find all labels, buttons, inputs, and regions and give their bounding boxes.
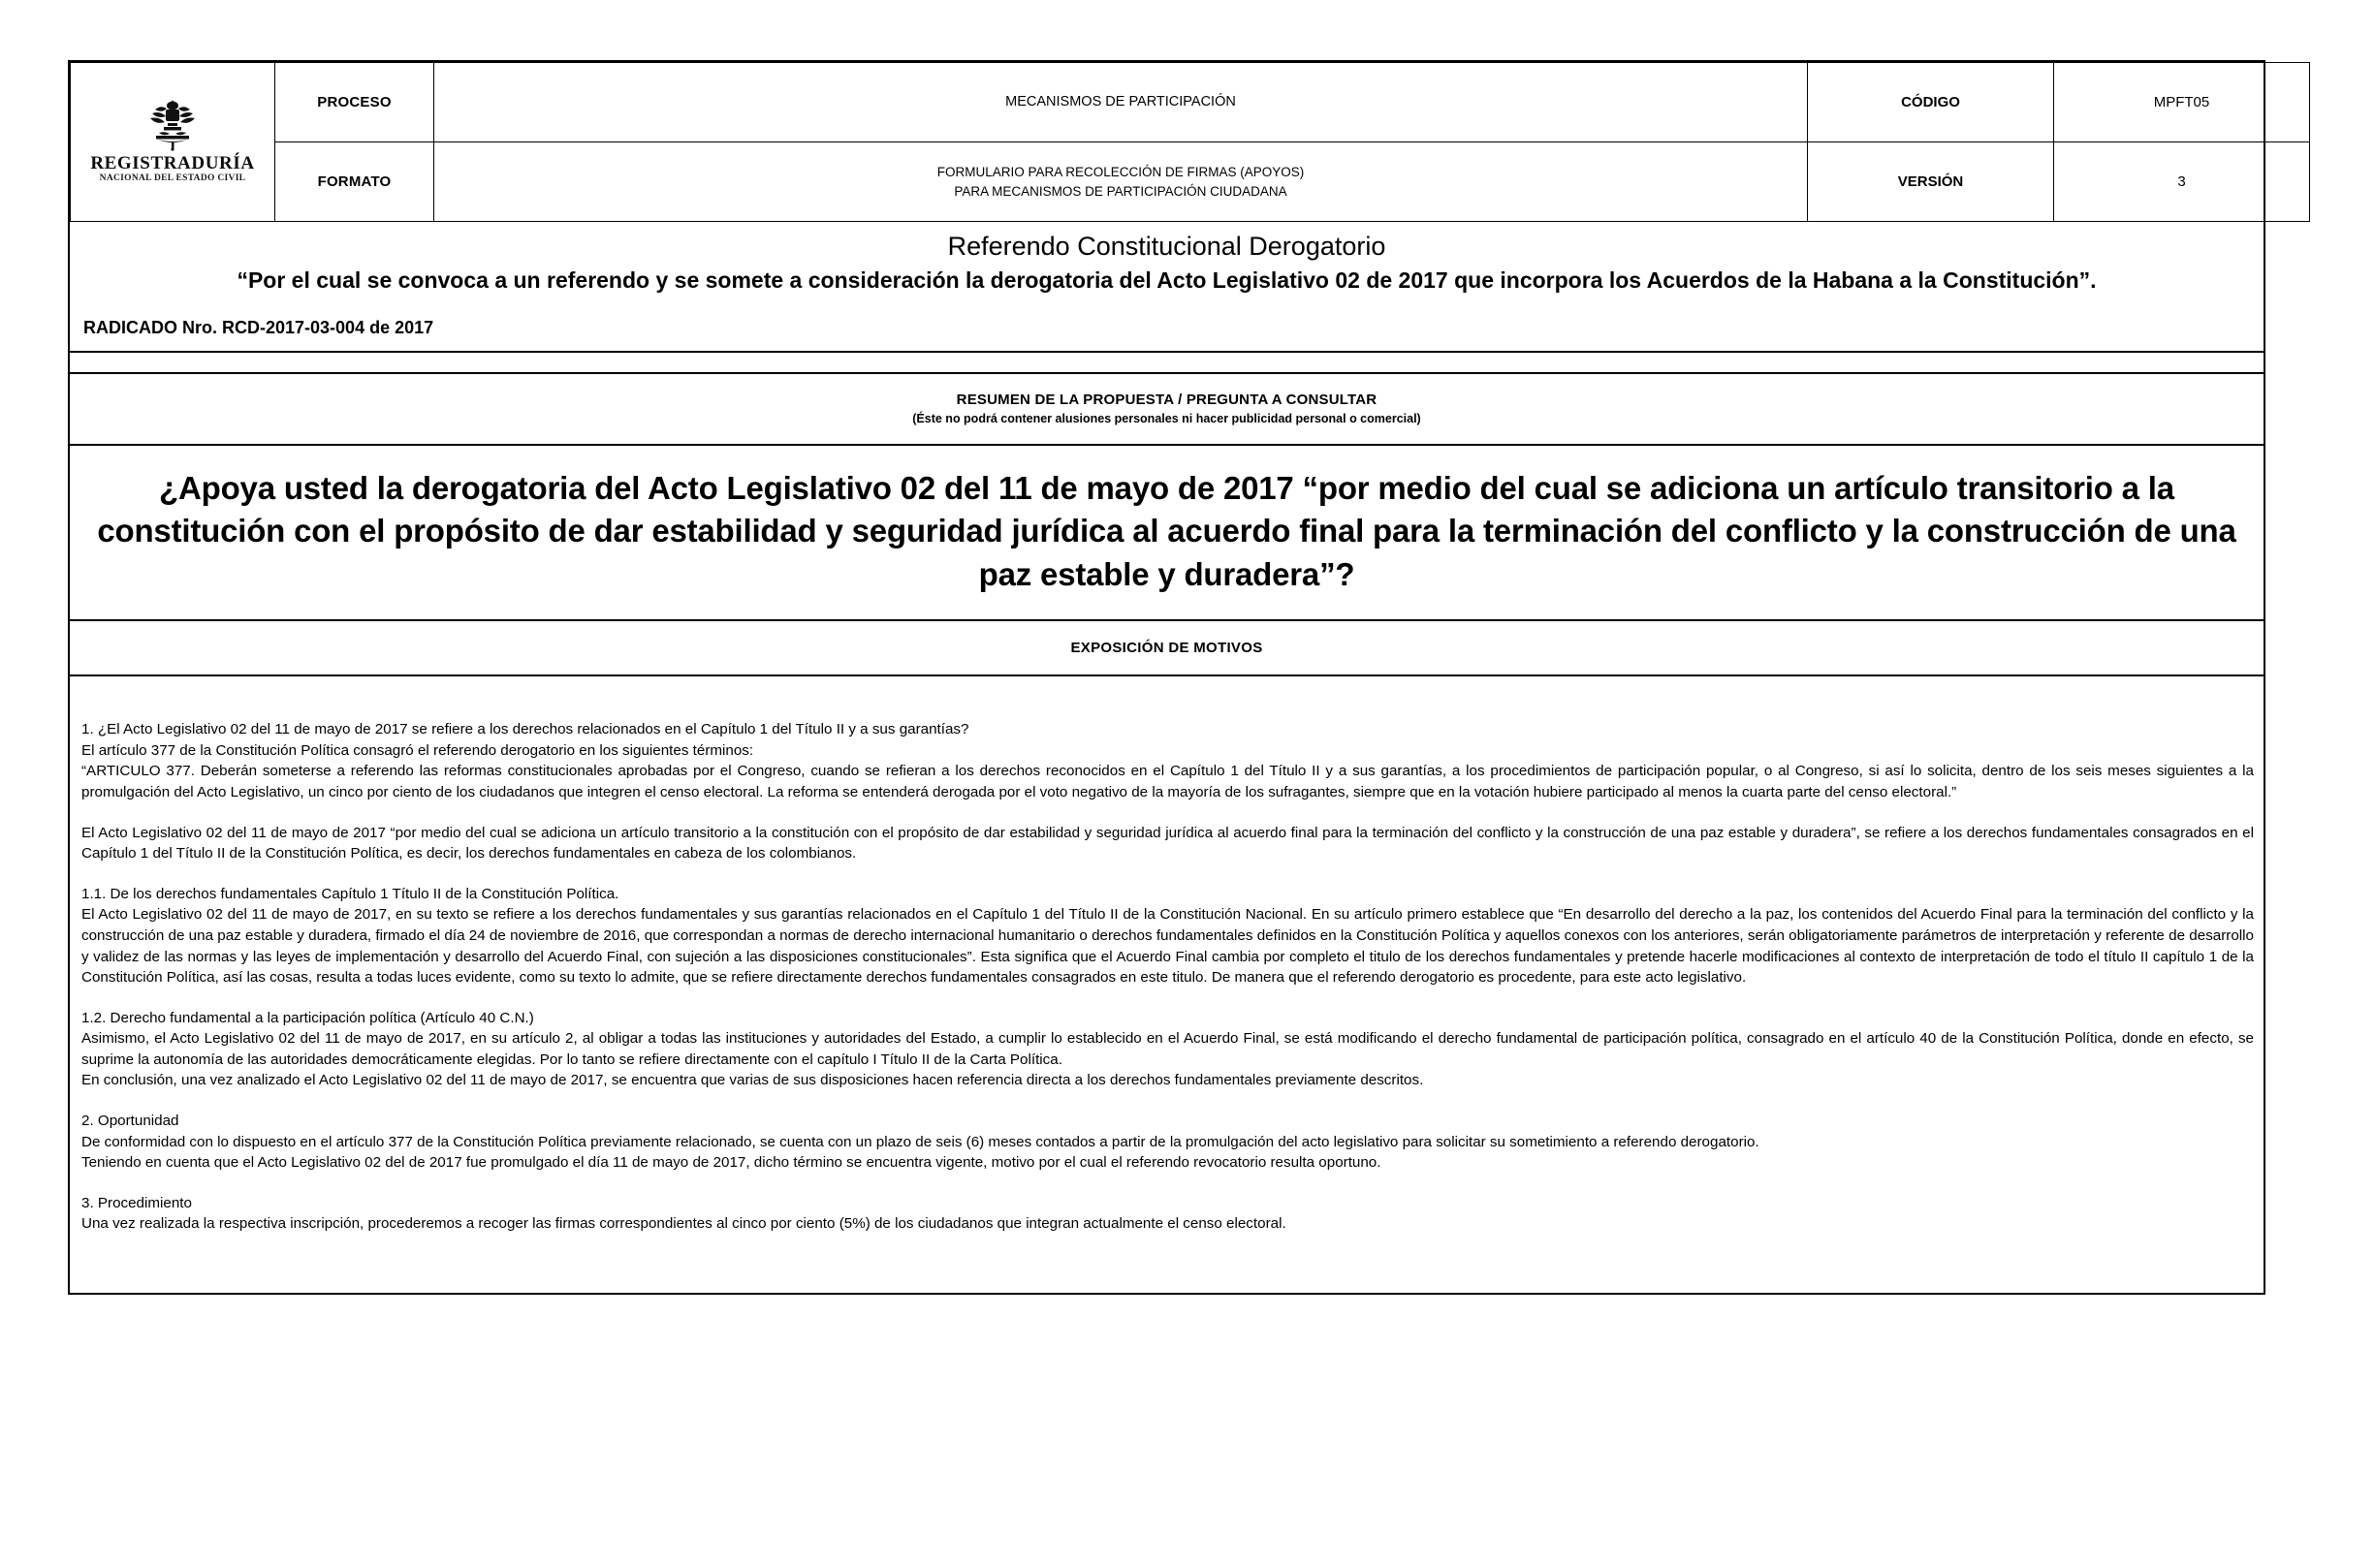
logo-name-sub: NACIONAL DEL ESTADO CIVIL (99, 173, 246, 184)
colombia-coat-of-arms-icon (142, 97, 203, 153)
paragraph: 1. ¿El Acto Legislativo 02 del 11 de mayo de 2017 se refiere a los derechos relacionados en el Capítulo 1 del Título II y a sus garantías? (81, 721, 969, 738)
exposicion-header-band (70, 621, 2264, 676)
document-title-primary: Referendo Constitucional Derogatorio (947, 232, 1386, 261)
proceso-label: PROCESO (275, 63, 434, 142)
paragraph: Teniendo en cuenta que el Acto Legislativo 02 del de 2017 fue promulgado el día 11 de mayo de 2017, dicho término se encuentra vigente, motivo por el cual el referendo revocatorio resulta oportuno. (81, 1154, 1381, 1172)
resumen-header-band (70, 374, 2264, 446)
resumen-note: (Éste no podrá contener alusiones personales ni hacer publicidad personal o comercial) (912, 411, 1421, 425)
paragraph: De conformidad con lo dispuesto en el artículo 377 de la Constitución Política previamente relacionado, se cuenta con un plazo de seis (6) meses contados a partir de la promulgación del acto legislativo para solicitar su sometimiento a referendo derogatorio. (81, 1133, 1759, 1150)
document-title-band (70, 222, 2264, 306)
radicado-number: RADICADO Nro. RCD-2017-03-004 de 2017 (70, 306, 2264, 353)
paragraph-heading: 1.1. De los derechos fundamentales Capítulo 1 Título II de la Constitución Política. (81, 885, 619, 902)
table-row (71, 63, 2310, 142)
version-value: 3 (2054, 142, 2310, 222)
paragraph: Una vez realizada la respectiva inscripción, procederemos a recoger las firmas correspondientes al cinco por ciento (5%) de los ciudadanos que integran actualmente el censo electoral. (81, 1215, 1286, 1233)
consultation-question-text: ¿Apoya usted la derogatoria del Acto Legislativo 02 del 11 de mayo de 2017 “por medio del cual se adiciona un artículo transitorio a la constitución con el propósito de dar estabilidad y seguridad jurídica al acuerdo final para la terminación del conflicto y la construcción de una paz estable y duradera”? (97, 469, 2236, 592)
registraduria-logo-cell (71, 63, 275, 222)
version-label: VERSIÓN (1808, 142, 2054, 222)
consultation-question-band (70, 446, 2264, 622)
formato-value (434, 142, 1808, 222)
formato-value-line-1: FORMULARIO PARA RECOLECCIÓN DE FIRMAS (APOYOS) (936, 164, 1305, 179)
spacer-strip (70, 353, 2264, 374)
formato-label: FORMATO (275, 142, 434, 222)
paragraph-heading: 2. Oportunidad (81, 1112, 179, 1129)
table-row (71, 142, 2310, 222)
paragraph: En conclusión, una vez analizado el Acto Legislativo 02 del 11 de mayo de 2017, se encuentra que varias de sus disposiciones hacen referencia directa a los derechos fundamentales previamente descritos. (81, 1072, 1424, 1089)
paragraph: Asimismo, el Acto Legislativo 02 del 11 de mayo de 2017, en su artículo 2, al obligar a todas las instituciones y autoridades del Estado, a cumplir lo establecido en el Acuerdo Final, se está modificando el derecho fundamental de participación política, consagrado en el artículo 40 de la Constitución Política, donde en efecto, se suprime la autonomía de las autoridades democráticamente elegidas. Por lo tanto se refiere directamente con el capítulo I Título II de la Carta Política. (81, 1030, 2254, 1068)
paragraph: El Acto Legislativo 02 del 11 de mayo de 2017, en su texto se refiere a los derechos fundamentales y sus garantías relacionados en el Capítulo 1 del Título II de la Constitución Nacional. En su artículo primero establece que “En desarrollo del derecho a la paz, los contenidos del Acuerdo Final para la terminación del conflicto y la construcción de una paz estable y duradera, firmado el día 24 de noviembre de 2016, que correspondan a normas de derecho internacional humanitario o derechos fundamentales definidos en la Constitución Política y aquellos conexos con los anteriores, serán obligatoriamente parámetros de interpretación y referente de desarrollo y validez de las normas y las leyes de implementación y desarrollo del Acuerdo Final, con sujeción a las disposiciones constitucionales”. Esta significa que el Acuerdo Final cambia por completo el titulo de los derechos fundamentales y pretende hacerle modificaciones al contexto de interpretación de todo el título II capítulo 1 de la Constitución Política, así las cosas, resulta a todas luces evidente, como su texto lo admite, que se refiere directamente derechos fundamentales consagrados en este titulo. De manera que el referendo derogatorio es procedente, para este acto legislativo. (81, 906, 2254, 987)
paragraph: El artículo 377 de la Constitución Política consagró el referendo derogatorio en los siguientes términos: (81, 741, 754, 759)
paragraph-heading: 1.2. Derecho fundamental a la participación política (Artículo 40 C.N.) (81, 1009, 534, 1026)
paragraph: “ARTICULO 377. Deberán someterse a referendo las reformas constitucionales aprobadas por el Congreso, cuando se refieran a los derechos reconocidos en el Capítulo 1 del Título II y a sus garantías, a los procedimientos de participación popular, o al Congreso, si así lo solicita, dentro de los seis meses siguientes a la promulgación del Acto Legislativo, un cinco por ciento de los ciudadanos que integren el censo electoral. La reforma se entenderá derogada por el voto negativo de la mayoría de los sufragantes, siempre que en la votación hubiere participado al menos la cuarta parte del censo electoral.” (81, 763, 2254, 801)
exposicion-body (70, 676, 2264, 1293)
form-frame (68, 60, 2265, 1295)
formato-value-line-2: PARA MECANISMOS DE PARTICIPACIÓN CIUDADANA (954, 183, 1287, 199)
document-title-secondary: “Por el cual se convoca a un referendo y se somete a consideración la derogatoria del Acto Legislativo 02 de 2017 que incorpora los Acuerdos de la Habana a la Constitución”. (237, 267, 2097, 293)
paragraph: El Acto Legislativo 02 del 11 de mayo de 2017 “por medio del cual se adiciona un artículo transitorio a la constitución con el propósito de dar estabilidad y seguridad jurídica al acuerdo final para la terminación del conflicto y la construcción de una paz estable y duradera”, se refiere a los derechos fundamentales consagrados en el Capítulo 1 del Título II de la Constitución Política, es decir, los derechos fundamentales en cabeza de los colombianos. (81, 824, 2254, 862)
logo-name-main: REGISTRADURÍA (90, 153, 255, 174)
proceso-value: MECANISMOS DE PARTICIPACIÓN (434, 63, 1808, 142)
resumen-title: RESUMEN DE LA PROPUESTA / PREGUNTA A CONSULTAR (956, 391, 1378, 408)
paragraph-heading: 3. Procedimiento (81, 1194, 192, 1211)
codigo-label: CÓDIGO (1808, 63, 2054, 142)
identification-table (70, 62, 2310, 222)
exposicion-title: EXPOSICIÓN DE MOTIVOS (1070, 640, 1263, 657)
codigo-value: MPFT05 (2054, 63, 2310, 142)
